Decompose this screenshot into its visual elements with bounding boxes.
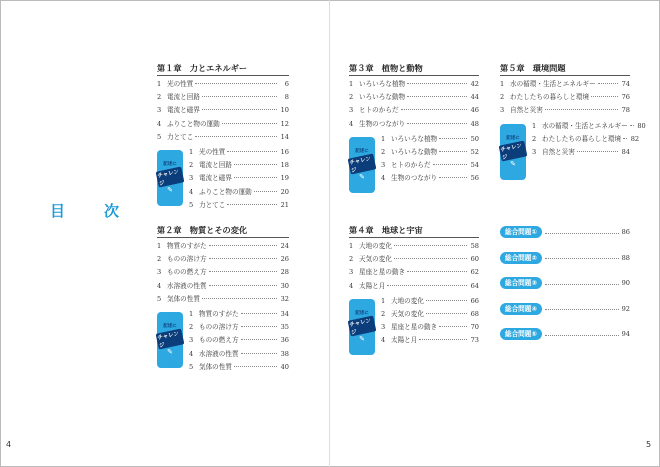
leader-dots xyxy=(209,271,277,272)
toc-entry[interactable] xyxy=(349,78,479,91)
item-title: ものの溶け方 xyxy=(199,323,239,332)
item-number: 1 xyxy=(189,309,194,318)
item-page: 62 xyxy=(470,268,479,277)
left-page-number: 4 xyxy=(6,440,12,449)
badge-line1: 記述に xyxy=(506,136,520,142)
item-title: 力とてこ xyxy=(167,132,194,141)
item-title: 光の性質 xyxy=(199,147,226,156)
item-page: 46 xyxy=(470,106,479,115)
item-title: いろいろな動物 xyxy=(391,147,438,156)
item-page: 44 xyxy=(470,93,479,102)
item-title: 天気の変化 xyxy=(391,309,424,318)
item-page: 66 xyxy=(470,296,479,305)
item-title: 電流と磁界 xyxy=(199,174,232,183)
item-page: 82 xyxy=(630,134,640,143)
review-entry[interactable] xyxy=(500,251,630,265)
challenge-section xyxy=(500,120,646,169)
leader-dots xyxy=(407,271,467,272)
badge-line1: 記述に xyxy=(355,149,369,155)
page-spine xyxy=(329,0,330,467)
chapter-2 xyxy=(157,224,289,374)
item-number: 1 xyxy=(500,80,505,88)
item-page: 32 xyxy=(280,294,289,303)
item-number: 2 xyxy=(349,93,354,102)
challenge-list xyxy=(189,146,289,212)
item-title: ふりこと物の運動 xyxy=(199,187,252,196)
item-title: いろいろな植物 xyxy=(391,134,438,143)
review-label: 総合問題① xyxy=(500,226,542,238)
item-page: 35 xyxy=(280,323,289,332)
challenge-entry[interactable] xyxy=(381,334,479,347)
item-number: 4 xyxy=(189,187,194,196)
item-page: 64 xyxy=(470,281,479,290)
item-title: ものの燃え方 xyxy=(199,336,239,345)
item-number: 5 xyxy=(157,294,162,303)
challenge-entry[interactable] xyxy=(189,159,289,172)
leader-dots xyxy=(623,138,627,139)
item-page: 18 xyxy=(280,161,289,170)
item-page: 30 xyxy=(280,281,289,290)
item-number: 1 xyxy=(532,121,537,130)
pencil-icon: ✎ xyxy=(359,335,365,344)
challenge-list xyxy=(381,133,479,186)
toc-entry[interactable] xyxy=(349,266,479,279)
item-number: 3 xyxy=(189,336,194,345)
item-page: 76 xyxy=(621,93,630,102)
badge-line1: 記述に xyxy=(355,311,369,317)
item-page: 52 xyxy=(470,147,479,156)
challenge-entry[interactable] xyxy=(189,348,289,361)
item-page: 16 xyxy=(280,147,289,156)
item-title: ものの溶け方 xyxy=(167,255,207,264)
leader-dots xyxy=(545,284,619,285)
item-number: 3 xyxy=(532,147,537,156)
challenge-badge xyxy=(157,150,183,206)
item-number: 1 xyxy=(349,242,354,250)
challenge-entry[interactable] xyxy=(532,133,640,146)
challenge-entry[interactable] xyxy=(532,120,646,133)
item-title: 大地の変化 xyxy=(391,296,424,305)
item-number: 3 xyxy=(157,106,162,115)
toc-entry[interactable] xyxy=(349,118,479,131)
item-page: 78 xyxy=(621,106,630,115)
item-number: 1 xyxy=(157,80,162,88)
leader-dots xyxy=(241,326,277,327)
right-page-number: 5 xyxy=(646,440,652,449)
leader-dots xyxy=(439,326,467,327)
leader-dots xyxy=(439,138,467,139)
toc-entry[interactable] xyxy=(157,104,289,117)
leader-dots xyxy=(202,96,277,97)
challenge-entry[interactable] xyxy=(381,321,479,334)
item-page: 60 xyxy=(470,255,479,264)
item-title: 星座と星の動き xyxy=(359,268,406,277)
leader-dots xyxy=(227,204,277,205)
badge-line1: 記述に xyxy=(163,162,177,168)
chapter-1 xyxy=(157,62,289,212)
challenge-entry[interactable] xyxy=(381,295,479,308)
item-page: 38 xyxy=(280,349,289,358)
item-page: 28 xyxy=(280,268,289,277)
leader-dots xyxy=(598,83,618,84)
item-page: 10 xyxy=(280,106,289,115)
item-title: 水溶液の性質 xyxy=(167,281,207,290)
leader-dots xyxy=(401,109,467,110)
item-number: 2 xyxy=(532,134,537,143)
challenge-section xyxy=(157,308,289,374)
item-number: 2 xyxy=(500,93,505,102)
item-number: 4 xyxy=(349,119,354,128)
item-page: 50 xyxy=(470,134,479,143)
toc-entry[interactable] xyxy=(157,266,289,279)
item-page: 6 xyxy=(284,80,289,88)
challenge-entry[interactable] xyxy=(381,308,479,321)
item-title: 電流と磁界 xyxy=(167,106,200,115)
leader-dots xyxy=(407,83,467,84)
badge-line2: チャレンジ xyxy=(348,154,377,175)
leader-dots xyxy=(254,191,277,192)
challenge-section xyxy=(157,146,289,212)
review-label: 総合問題④ xyxy=(500,303,542,315)
leader-dots xyxy=(407,123,467,124)
leader-dots xyxy=(202,109,277,110)
item-number: 2 xyxy=(189,323,194,332)
item-page: 36 xyxy=(280,336,289,345)
item-page: 73 xyxy=(470,336,479,345)
item-number: 4 xyxy=(381,336,386,345)
toc-entry[interactable] xyxy=(349,91,479,104)
chapter-title: 第５章 環境問題 xyxy=(500,62,630,76)
leader-dots xyxy=(439,177,467,178)
toc-entry[interactable] xyxy=(500,104,630,117)
item-page: 80 xyxy=(637,121,646,130)
item-number: 5 xyxy=(189,362,194,371)
leader-dots xyxy=(241,339,277,340)
leader-dots xyxy=(426,313,467,314)
item-page: 68 xyxy=(470,309,479,318)
item-number: 2 xyxy=(157,93,162,102)
challenge-badge xyxy=(500,124,526,180)
toc-entry[interactable] xyxy=(157,131,289,144)
item-page: 54 xyxy=(470,161,479,170)
item-number: 3 xyxy=(157,268,162,277)
item-title: 太陽と月 xyxy=(359,281,386,290)
leader-dots xyxy=(545,258,619,259)
review-page: 94 xyxy=(621,330,630,338)
leader-dots xyxy=(195,136,277,137)
item-number: 4 xyxy=(189,349,194,358)
challenge-entry[interactable] xyxy=(189,334,289,347)
chapter-title: 第４章 地球と宇宙 xyxy=(349,224,479,238)
item-title: いろいろな植物 xyxy=(359,80,406,88)
leader-dots xyxy=(545,335,619,336)
item-page: 21 xyxy=(280,200,289,209)
leader-dots xyxy=(234,177,277,178)
toc-entry[interactable] xyxy=(157,280,289,293)
item-number: 3 xyxy=(500,106,505,115)
challenge-entry[interactable] xyxy=(189,146,289,159)
item-title: 水の循環・生活とエネルギー xyxy=(510,80,596,88)
leader-dots xyxy=(591,96,618,97)
badge-line1: 記述に xyxy=(163,324,177,330)
pencil-icon: ✎ xyxy=(167,348,173,357)
item-title: ヒトのからだ xyxy=(359,106,399,115)
challenge-entry[interactable] xyxy=(381,146,479,159)
item-title: 水の循環・生活とエネルギー xyxy=(542,121,628,130)
item-title: 生物のつながり xyxy=(391,174,438,183)
challenge-badge xyxy=(349,137,375,193)
toc-entry[interactable] xyxy=(349,253,479,266)
challenge-entry[interactable] xyxy=(532,146,630,159)
item-title: 物質のすがた xyxy=(167,242,207,250)
item-title: いろいろな動物 xyxy=(359,93,406,102)
toc-title: 目 次 xyxy=(50,202,132,220)
item-title: 力とてこ xyxy=(199,200,226,209)
badge-line2: チャレンジ xyxy=(499,141,528,162)
chapter-3 xyxy=(349,62,479,186)
item-page: 20 xyxy=(280,187,289,196)
toc-entry[interactable] xyxy=(349,280,479,293)
review-label: 総合問題③ xyxy=(500,277,542,289)
item-title: 天気の変化 xyxy=(359,255,392,264)
item-title: 光の性質 xyxy=(167,80,194,88)
item-number: 1 xyxy=(381,296,386,305)
item-page: 12 xyxy=(280,119,289,128)
review-label: 総合問題⑤ xyxy=(500,328,542,340)
chapter-title: 第３章 植物と動物 xyxy=(349,62,479,76)
pencil-icon: ✎ xyxy=(167,186,173,195)
challenge-list xyxy=(532,120,646,160)
toc-entry[interactable] xyxy=(349,104,479,117)
item-title: 水溶液の性質 xyxy=(199,349,239,358)
review-page: 88 xyxy=(621,253,630,262)
item-page: 58 xyxy=(470,242,479,250)
item-page: 14 xyxy=(280,132,289,141)
item-title: 自然と災害 xyxy=(510,106,543,115)
leader-dots xyxy=(209,285,277,286)
challenge-entry[interactable] xyxy=(189,199,289,212)
chapter-5 xyxy=(500,62,646,169)
leader-dots xyxy=(227,151,277,152)
leader-dots xyxy=(545,233,619,234)
leader-dots xyxy=(241,313,277,314)
item-page: 40 xyxy=(280,362,289,371)
item-page: 42 xyxy=(470,80,479,88)
leader-dots xyxy=(209,245,277,246)
challenge-entry[interactable] xyxy=(381,159,479,172)
leader-dots xyxy=(394,245,467,246)
item-page: 84 xyxy=(621,147,630,156)
review-page: 86 xyxy=(621,228,630,236)
item-page: 8 xyxy=(284,93,289,102)
item-number: 4 xyxy=(157,119,162,128)
review-page: 92 xyxy=(621,304,630,313)
item-title: 星座と星の動き xyxy=(391,323,438,332)
item-title: わたしたちの暮らしと環境 xyxy=(510,93,590,102)
item-title: わたしたちの暮らしと環境 xyxy=(542,134,622,143)
item-title: 自然と災害 xyxy=(542,147,575,156)
challenge-entry[interactable] xyxy=(189,361,289,374)
badge-line2: チャレンジ xyxy=(156,167,185,188)
chapter-title: 第２章 物質とその変化 xyxy=(157,224,289,238)
item-number: 3 xyxy=(189,174,194,183)
item-number: 1 xyxy=(349,80,354,88)
item-number: 1 xyxy=(381,134,386,143)
item-number: 3 xyxy=(349,268,354,277)
item-number: 2 xyxy=(157,255,162,264)
leader-dots xyxy=(545,109,618,110)
item-title: ものの燃え方 xyxy=(167,268,207,277)
toc-entry[interactable] xyxy=(157,240,289,253)
leader-dots xyxy=(419,339,467,340)
badge-line2: チャレンジ xyxy=(348,316,377,337)
leader-dots xyxy=(195,83,277,84)
item-number: 5 xyxy=(157,132,162,141)
chapter-title: 第１章 力とエネルギー xyxy=(157,62,289,76)
chapter-4 xyxy=(349,224,479,348)
leader-dots xyxy=(222,123,277,124)
item-number: 1 xyxy=(189,147,194,156)
item-number: 2 xyxy=(381,309,386,318)
leader-dots xyxy=(630,125,634,126)
toc-entry[interactable] xyxy=(157,78,289,91)
item-title: ヒトのからだ xyxy=(391,161,431,170)
leader-dots xyxy=(407,96,467,97)
review-page: 90 xyxy=(621,279,630,287)
item-page: 56 xyxy=(470,174,479,183)
item-number: 2 xyxy=(189,161,194,170)
leader-dots xyxy=(439,151,467,152)
badge-line2: チャレンジ xyxy=(156,329,185,350)
item-number: 3 xyxy=(381,323,386,332)
item-title: 気体の性質 xyxy=(199,362,232,371)
challenge-section xyxy=(349,133,479,186)
item-title: 生物のつながり xyxy=(359,119,406,128)
leader-dots xyxy=(545,309,619,310)
item-title: 物質のすがた xyxy=(199,309,239,318)
challenge-entry[interactable] xyxy=(189,308,289,321)
challenge-entry[interactable] xyxy=(189,321,289,334)
item-number: 4 xyxy=(157,281,162,290)
item-number: 4 xyxy=(349,281,354,290)
toc-entry[interactable] xyxy=(349,240,479,253)
item-page: 34 xyxy=(280,309,289,318)
review-entry[interactable] xyxy=(500,327,630,341)
leader-dots xyxy=(433,164,467,165)
item-number: 1 xyxy=(157,242,162,250)
leader-dots xyxy=(394,258,467,259)
leader-dots xyxy=(202,298,277,299)
leader-dots xyxy=(234,164,277,165)
leader-dots xyxy=(426,300,467,301)
pencil-icon: ✎ xyxy=(510,160,516,169)
challenge-list xyxy=(189,308,289,374)
toc-entry[interactable] xyxy=(157,293,289,306)
review-entry[interactable] xyxy=(500,302,630,316)
leader-dots xyxy=(577,151,618,152)
item-page: 70 xyxy=(470,323,479,332)
item-page: 19 xyxy=(280,174,289,183)
item-page: 24 xyxy=(280,242,289,250)
challenge-list xyxy=(381,295,479,348)
item-number: 2 xyxy=(349,255,354,264)
item-number: 3 xyxy=(381,161,386,170)
review-entry[interactable] xyxy=(500,225,630,239)
review-label: 総合問題② xyxy=(500,252,542,264)
toc-entry[interactable] xyxy=(157,253,289,266)
item-page: 26 xyxy=(280,255,289,264)
toc-entry[interactable] xyxy=(500,78,630,91)
toc-entry[interactable] xyxy=(157,91,289,104)
item-title: 大地の変化 xyxy=(359,242,392,250)
leader-dots xyxy=(387,285,467,286)
challenge-entry[interactable] xyxy=(189,172,289,185)
challenge-badge xyxy=(349,299,375,355)
challenge-entry[interactable] xyxy=(189,186,289,199)
review-entry[interactable] xyxy=(500,276,630,290)
toc-entry[interactable] xyxy=(157,118,289,131)
leader-dots xyxy=(234,366,277,367)
challenge-entry[interactable] xyxy=(381,133,479,146)
leader-dots xyxy=(209,258,277,259)
item-page: 48 xyxy=(470,119,479,128)
leader-dots xyxy=(241,353,277,354)
challenge-badge xyxy=(157,312,183,368)
item-number: 5 xyxy=(189,200,194,209)
item-title: ふりこと物の運動 xyxy=(167,119,220,128)
item-title: 電流と回路 xyxy=(199,161,232,170)
item-title: 電流と回路 xyxy=(167,93,200,102)
item-number: 4 xyxy=(381,174,386,183)
item-title: 気体の性質 xyxy=(167,294,200,303)
challenge-section xyxy=(349,295,479,348)
item-number: 2 xyxy=(381,147,386,156)
pencil-icon: ✎ xyxy=(359,173,365,182)
toc-entry[interactable] xyxy=(500,91,630,104)
item-number: 3 xyxy=(349,106,354,115)
challenge-entry[interactable] xyxy=(381,172,479,185)
item-page: 74 xyxy=(621,80,630,88)
item-title: 太陽と月 xyxy=(391,336,418,345)
